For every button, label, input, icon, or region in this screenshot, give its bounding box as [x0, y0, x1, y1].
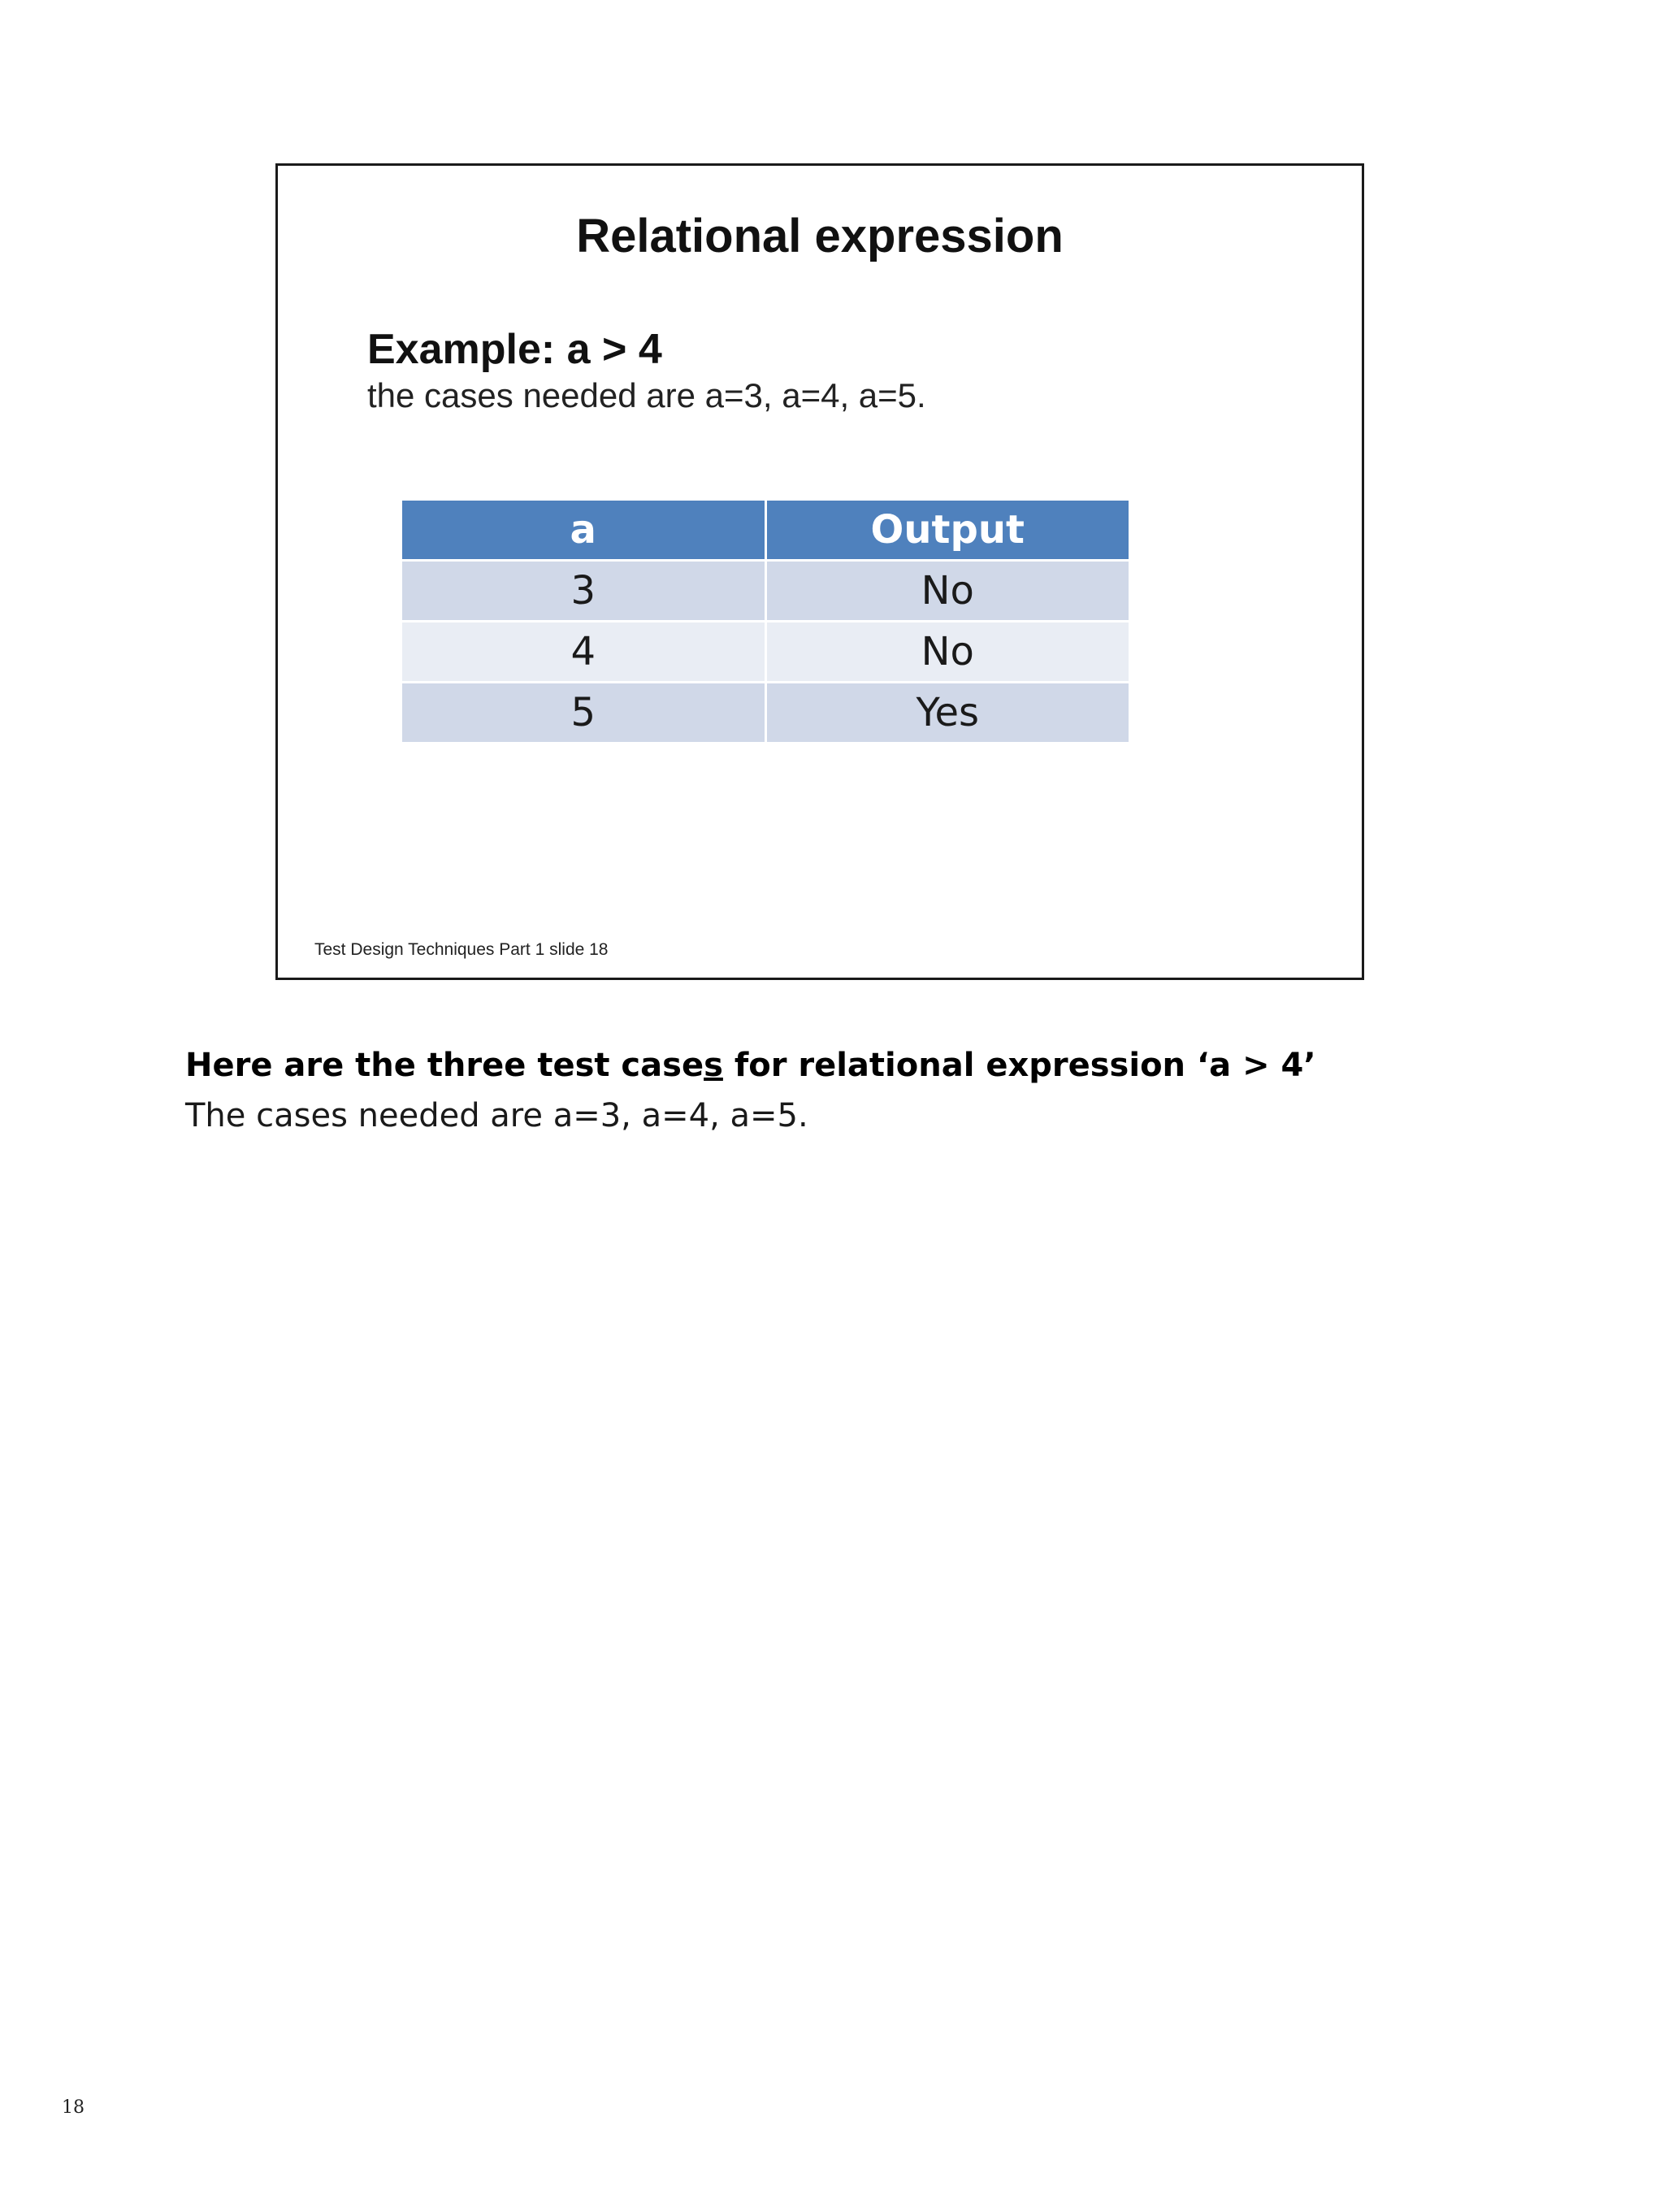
notes-heading-start: Here are the three test case [185, 1047, 704, 1084]
notes-heading-underlined: s [704, 1047, 723, 1084]
table-cell-a: 3 [402, 561, 765, 622]
table-row [402, 683, 1129, 744]
column-header-output: Output [765, 501, 1129, 561]
table-cell-a: 4 [402, 622, 765, 683]
table-cell-output: Yes [765, 683, 1129, 744]
slide-title: Relational expression [576, 210, 1064, 262]
column-header-a: a [402, 501, 765, 561]
slide-footer: Test Design Techniques Part 1 slide 18 [314, 940, 609, 959]
table-row [402, 561, 1129, 622]
notes-text: The cases needed are a=3, a=4, a=5. [185, 1097, 808, 1134]
table-cell-output: No [765, 561, 1129, 622]
example-text: the cases needed are a=3, a=4, a=5. [367, 376, 926, 414]
table-cell-a: 5 [402, 683, 765, 744]
slide-image [275, 163, 1364, 980]
notes-heading-end: for relational expression ‘a > 4’ [722, 1047, 1316, 1084]
example-heading: Example: a > 4 [367, 326, 662, 373]
notes-heading [185, 1043, 1316, 1087]
page-number: 18 [62, 2097, 84, 2118]
table-row [402, 622, 1129, 683]
table-header-row [402, 501, 1129, 561]
test-cases-table [402, 501, 1129, 744]
table-cell-output: No [765, 622, 1129, 683]
